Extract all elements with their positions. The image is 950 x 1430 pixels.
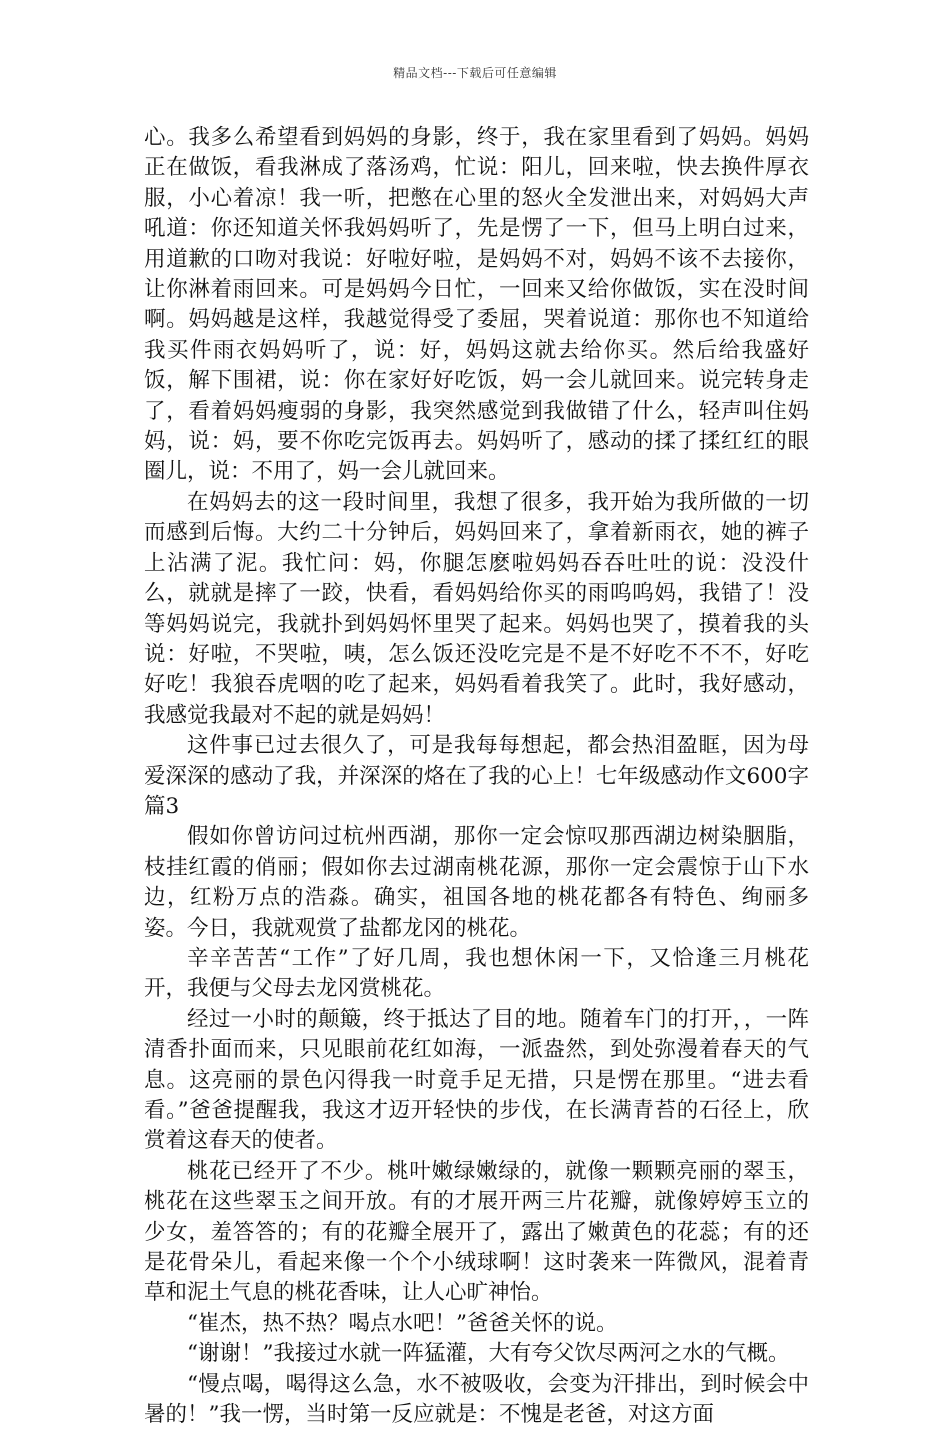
- paragraph: “谢谢！”我接过水就一阵猛灌，大有夸父饮尽两河之水的气概。: [187, 1341, 790, 1367]
- paragraph: 心。我多么希望看到妈妈的身影，终于，我在家里看到了妈妈。妈妈正在做饭，看我淋成了落汤鸡，忙说：阳儿，回来啦，快去换件厚衣服，小心着凉！我一听，把憋在心里的怒火全发泄出来，对妈妈大声吼道：你还知道关怀我妈妈听了，先是愣了一下，但马上明白过来，用道歉的口吻对我说：好啦好啦，是妈妈不对，妈妈不该不去接你，让你淋着雨回来。可是妈妈今日忙，一回来又给你做饭，实在没时间啊。妈妈越是这样，我越觉得受了委屈，哭着说道：那你也不知道给我买件雨衣妈妈听了，说：好，妈妈这就去给你买。然后给我盛好饭，解下围裙，说：你在家好好吃饭，妈一会儿就回来。说完转身走了，看着妈妈瘦弱的身影，我突然感觉到我做错了什么，轻声叫住妈妈，说：妈，要不你吃完饭再去。妈妈听了，感动的揉了揉红红的眼圈儿，说：不用了，妈一会儿就回来。: [144, 125, 809, 485]
- paragraph: 辛辛苦苦“工作”了好几周，我也想休闲一下，又恰逢三月桃花开，我便与父母去龙冈赏桃花。: [144, 945, 809, 1002]
- paragraph: 在妈妈去的这一段时间里，我想了很多，我开始为我所做的一切而感到后悔。大约二十分钟后，妈妈回来了，拿着新雨衣，她的裤子上沾满了泥。我忙问：妈，你腿怎麽啦妈妈吞吞吐吐的说：没没什么，就就是摔了一跤，快看，看妈妈给你买的雨呜呜妈，我错了！没等妈妈说完，我就扑到妈妈怀里哭了起来。妈妈也哭了，摸着我的头说：好啦，不哭啦，咦，怎么饭还没吃完是不是不好吃不不不，好吃好吃！我狼吞虎咽的吃了起来，妈妈看着我笑了。此时，我好感动，我感觉我最对不起的就是妈妈！: [144, 489, 809, 728]
- paragraph: 假如你曾访问过杭州西湖，那你一定会惊叹那西湖边树染胭脂，枝挂红霞的俏丽；假如你去过湖南桃花源，那你一定会震惊于山下水边，红粉万点的浩淼。确实，祖国各地的桃花都各有特色、绚丽多姿。今日，我就观赏了盐都龙冈的桃花。: [144, 824, 809, 941]
- paragraph: “崔杰，热不热？喝点水吧！”爸爸关怀的说。: [187, 1310, 618, 1336]
- paragraph: “慢点喝，喝得这么急，水不被吸收，会变为汗排出，到时候会中暑的！”我一愣，当时第一反应就是：不愧是老爸，对这方面: [144, 1371, 809, 1428]
- document-body: [144, 123, 809, 1430]
- paragraph: 这件事已过去很久了，可是我每每想起，都会热泪盈眶，因为母爱深深的感动了我，并深深的烙在了我的心上！七年级感动作文600字 篇3: [144, 733, 809, 819]
- page-header: 精品文档---下载后可任意编辑: [393, 66, 557, 80]
- paragraph: 桃花已经开了不少。桃叶嫩绿嫩绿的，就像一颗颗亮丽的翠玉，桃花在这些翠玉之间开放。有的才展开两三片花瓣，就像婷婷玉立的少女，羞答答的；有的花瓣全展开了，露出了嫩黄色的花蕊；有的还是花骨朵儿，看起来像一个个小绒球啊！这时袭来一阵微风，混着青草和泥土气息的桃花香味，让人心旷神怡。: [144, 1158, 809, 1306]
- paragraph: 经过一小时的颠簸，终于抵达了目的地。随着车门的打开，，一阵清香扑面而来，只见眼前花红如海，一派盎然，到处弥漫着春天的气息。这亮丽的景色闪得我一时竟手足无措，只是愣在那里。“进去看看。”爸爸提醒我，我这才迈开轻快的步伐，在长满青苔的石径上，欣赏着这春天的使者。: [144, 1006, 809, 1154]
